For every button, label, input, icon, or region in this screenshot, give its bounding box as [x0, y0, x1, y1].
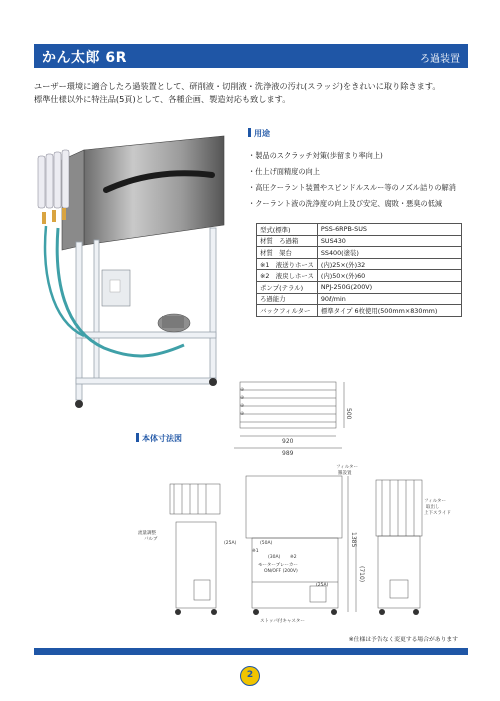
header-bar — [34, 44, 468, 68]
list-item: ・クーラント液の洗浄度の向上及び安定、腐敗・悪臭の低減 — [248, 199, 443, 208]
svg-text:バルブ: バルブ — [144, 537, 158, 542]
svg-text:ON/OFF (200V): ON/OFF (200V) — [264, 569, 298, 574]
svg-text:上下スライド: 上下スライド — [424, 511, 451, 516]
uses-heading: 用途 — [248, 128, 270, 139]
heading-bar-icon — [248, 128, 251, 137]
label-filter-slide: フィルター — [424, 499, 446, 504]
footer-bar — [34, 648, 468, 655]
svg-text:⊕: ⊕ — [240, 387, 245, 393]
svg-text:⊕: ⊕ — [240, 411, 245, 417]
table-row: 材質 架台 SS400(塗装) — [257, 247, 462, 259]
label-marker-2: ※2 — [290, 555, 297, 560]
category-label: ろ過装置 — [420, 54, 460, 65]
label-stopper-caster: ストッパ付キャスター — [260, 619, 305, 624]
spec-table — [256, 223, 462, 317]
dimension-drawings — [138, 462, 451, 630]
footnote: ※仕様は予告なく変更する場合があります — [348, 637, 458, 643]
table-row: バックフィルター 標準タイプ 6枚使用(500mm×830mm) — [257, 305, 462, 317]
list-item: ・製品のスクラッチ対策(歩留まり率向上) — [248, 151, 383, 160]
uses-list — [248, 148, 478, 212]
dim-width-outer: 989 — [282, 450, 294, 457]
table-row: ろ過能力 90ℓ/min — [257, 293, 462, 305]
page-title: かん太郎 6R — [42, 50, 127, 66]
intro-line-2: 標準仕様以外に特注品(5頁)として、各種企画、製造対応も致します。 — [34, 94, 291, 104]
table-row: ポンプ(テラル) NPJ-250G(200V) — [257, 281, 462, 293]
dim-height-total: 1385 — [350, 532, 357, 548]
svg-text:⊕: ⊕ — [240, 403, 245, 409]
dim-width-inner: 920 — [282, 438, 294, 445]
table-row: ※2 液戻しホース (内)50×(外)60 — [257, 270, 462, 282]
svg-text:羅設置: 羅設置 — [338, 471, 352, 476]
svg-text:取出し: 取出し — [426, 505, 440, 510]
product-photo — [34, 120, 230, 410]
heading-bar-icon — [136, 433, 139, 442]
list-item: ・仕上げ面精度の向上 — [248, 167, 320, 176]
page-number: 2 — [240, 666, 260, 686]
label-port-25a: (25A) — [224, 541, 237, 546]
label-port-50a: (50A) — [260, 541, 273, 546]
table-row: 型式(標準) PSS-6RPB-SUS — [257, 224, 462, 236]
list-item: ・高圧クーラント装置やスピンドルスルー等のノズル詰りの解消 — [248, 183, 456, 192]
label-breaker: モーターブレーカー — [258, 563, 298, 568]
dim-depth: 500 — [345, 408, 352, 420]
label-port-30a: (30A) — [268, 555, 281, 560]
dimensions-heading: 本体寸法図 — [136, 433, 182, 444]
label-filter-frame: フィルター — [336, 465, 358, 470]
intro-text — [34, 80, 474, 106]
intro-line-1: ユーザー環境に適合したろ過装置として、研削液・切削液・洗浄液の汚れ(スラッジ)をきれいに取り除きます。 — [34, 81, 441, 91]
table-row: ※1 液送りホース (内)25×(外)32 — [257, 258, 462, 270]
top-view-drawing — [220, 374, 360, 462]
svg-text:⊕: ⊕ — [240, 395, 245, 401]
label-marker-1: ※1 — [252, 549, 259, 554]
label-flow-valve: 流量調整 — [138, 531, 156, 536]
table-row: 材質 ろ過箱 SUS430 — [257, 235, 462, 247]
dim-height-lower: (710) — [358, 566, 365, 583]
label-port-25a-lower: (25A) — [316, 583, 329, 588]
